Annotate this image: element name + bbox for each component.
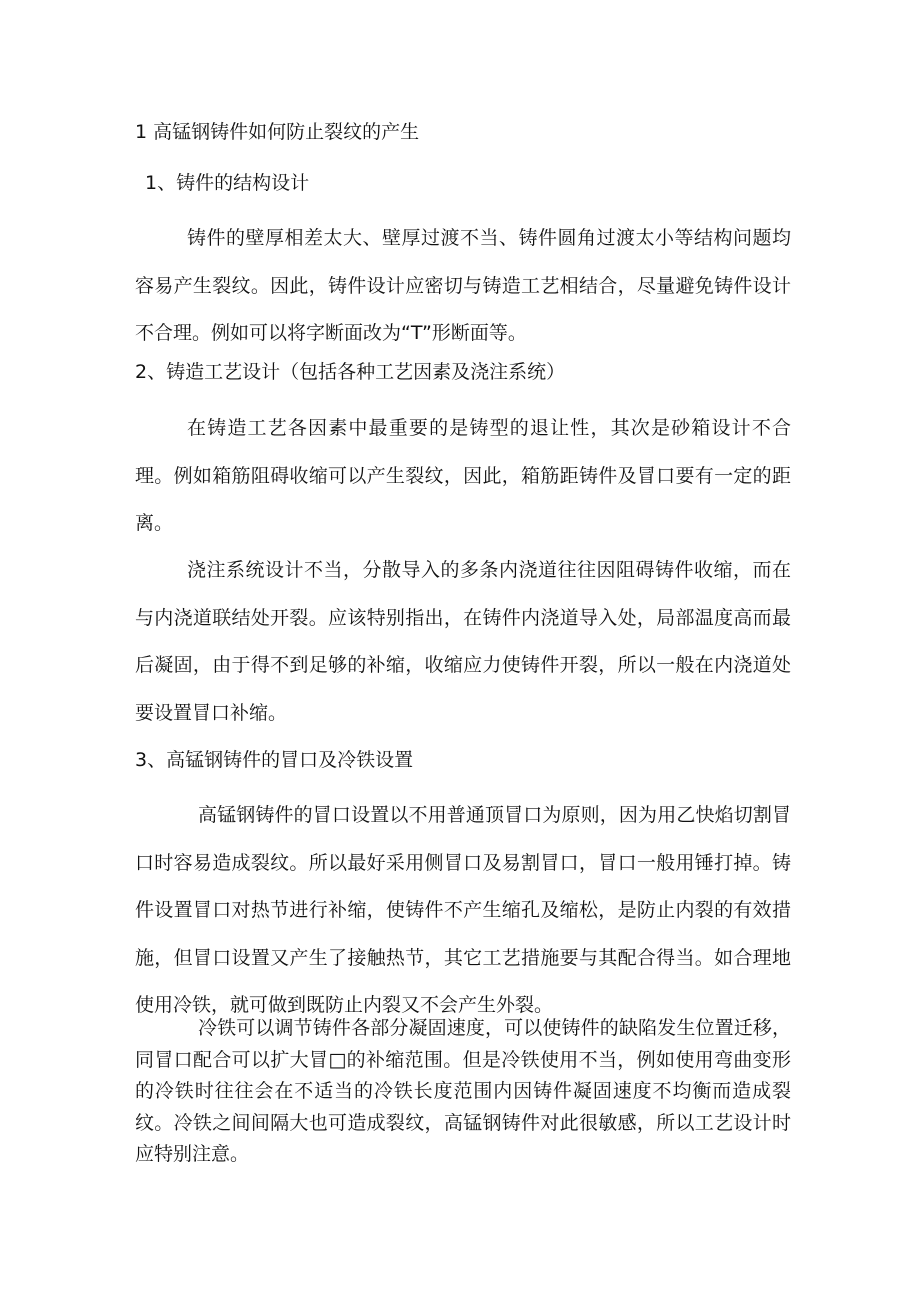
- section-1-heading: 1、铸件的结构设计: [145, 172, 310, 194]
- section-3-paragraph-1: 高锰钢铸件的冒口设置以不用普通顶冒口为原则，因为用乙快焰切割冒口时容易造成裂纹。所以最好采用侧冒口及易割冒口，冒口一般用锤打掉。铸件设置冒口对热节进行补缩，使铸件不产生缩孔及缩松，是防止内裂的有效措施，但冒口设置又产生了接触热节，其它工艺措施要与其配合得当。如合理地使用冷铁，就可做到既防止内裂又不会产生外裂。: [135, 804, 791, 1016]
- section-3-paragraph-2: 冷铁可以调节铸件各部分凝固速度，可以使铸件的缺陷发生位置迁移，同冒口配合可以扩大冒□的补缩范围。但是冷铁使用不当，例如使用弯曲变形的冷铁时往往会在不适当的冷铁长度范围内因铸件凝固速度不均衡而造成裂纹。冷铁之间间隔大也可造成裂纹，高锰钢铸件对此很敏感，所以工艺设计时应特别注意。: [135, 1017, 791, 1165]
- document-title: 1 高锰钢铸件如何防止裂纹的产生: [135, 121, 420, 143]
- section-3-heading: 3、高锰钢铸件的冒口及冷铁设置: [135, 749, 414, 771]
- section-2-heading: 2、铸造工艺设计（包括各种工艺因素及浇注系统）: [135, 361, 566, 383]
- section-1-paragraph: 铸件的壁厚相差太大、壁厚过渡不当、铸件圆角过渡太小等结构问题均容易产生裂纹。因此，铸件设计应密切与铸造工艺相结合，尽量避免铸件设计不合理。例如可以将字断面改为“T”形断面等。: [135, 227, 791, 344]
- section-2-paragraph-2: 浇注系统设计不当，分散导入的多条内浇道往往因阻碍铸件收缩，而在与内浇道联结处开裂。应该特别指出，在铸件内浇道导入处，局部温度高而最后凝固，由于得不到足够的补缩，收缩应力使铸件开裂，所以一般在内浇道处要设置冒口补缩。: [135, 559, 791, 724]
- section-2-paragraph-1: 在铸造工艺各因素中最重要的是铸型的退让性，其次是砂箱设计不合理。例如箱筋阻碍收缩可以产生裂纹，因此，箱筋距铸件及冒口要有一定的距离。: [135, 417, 791, 534]
